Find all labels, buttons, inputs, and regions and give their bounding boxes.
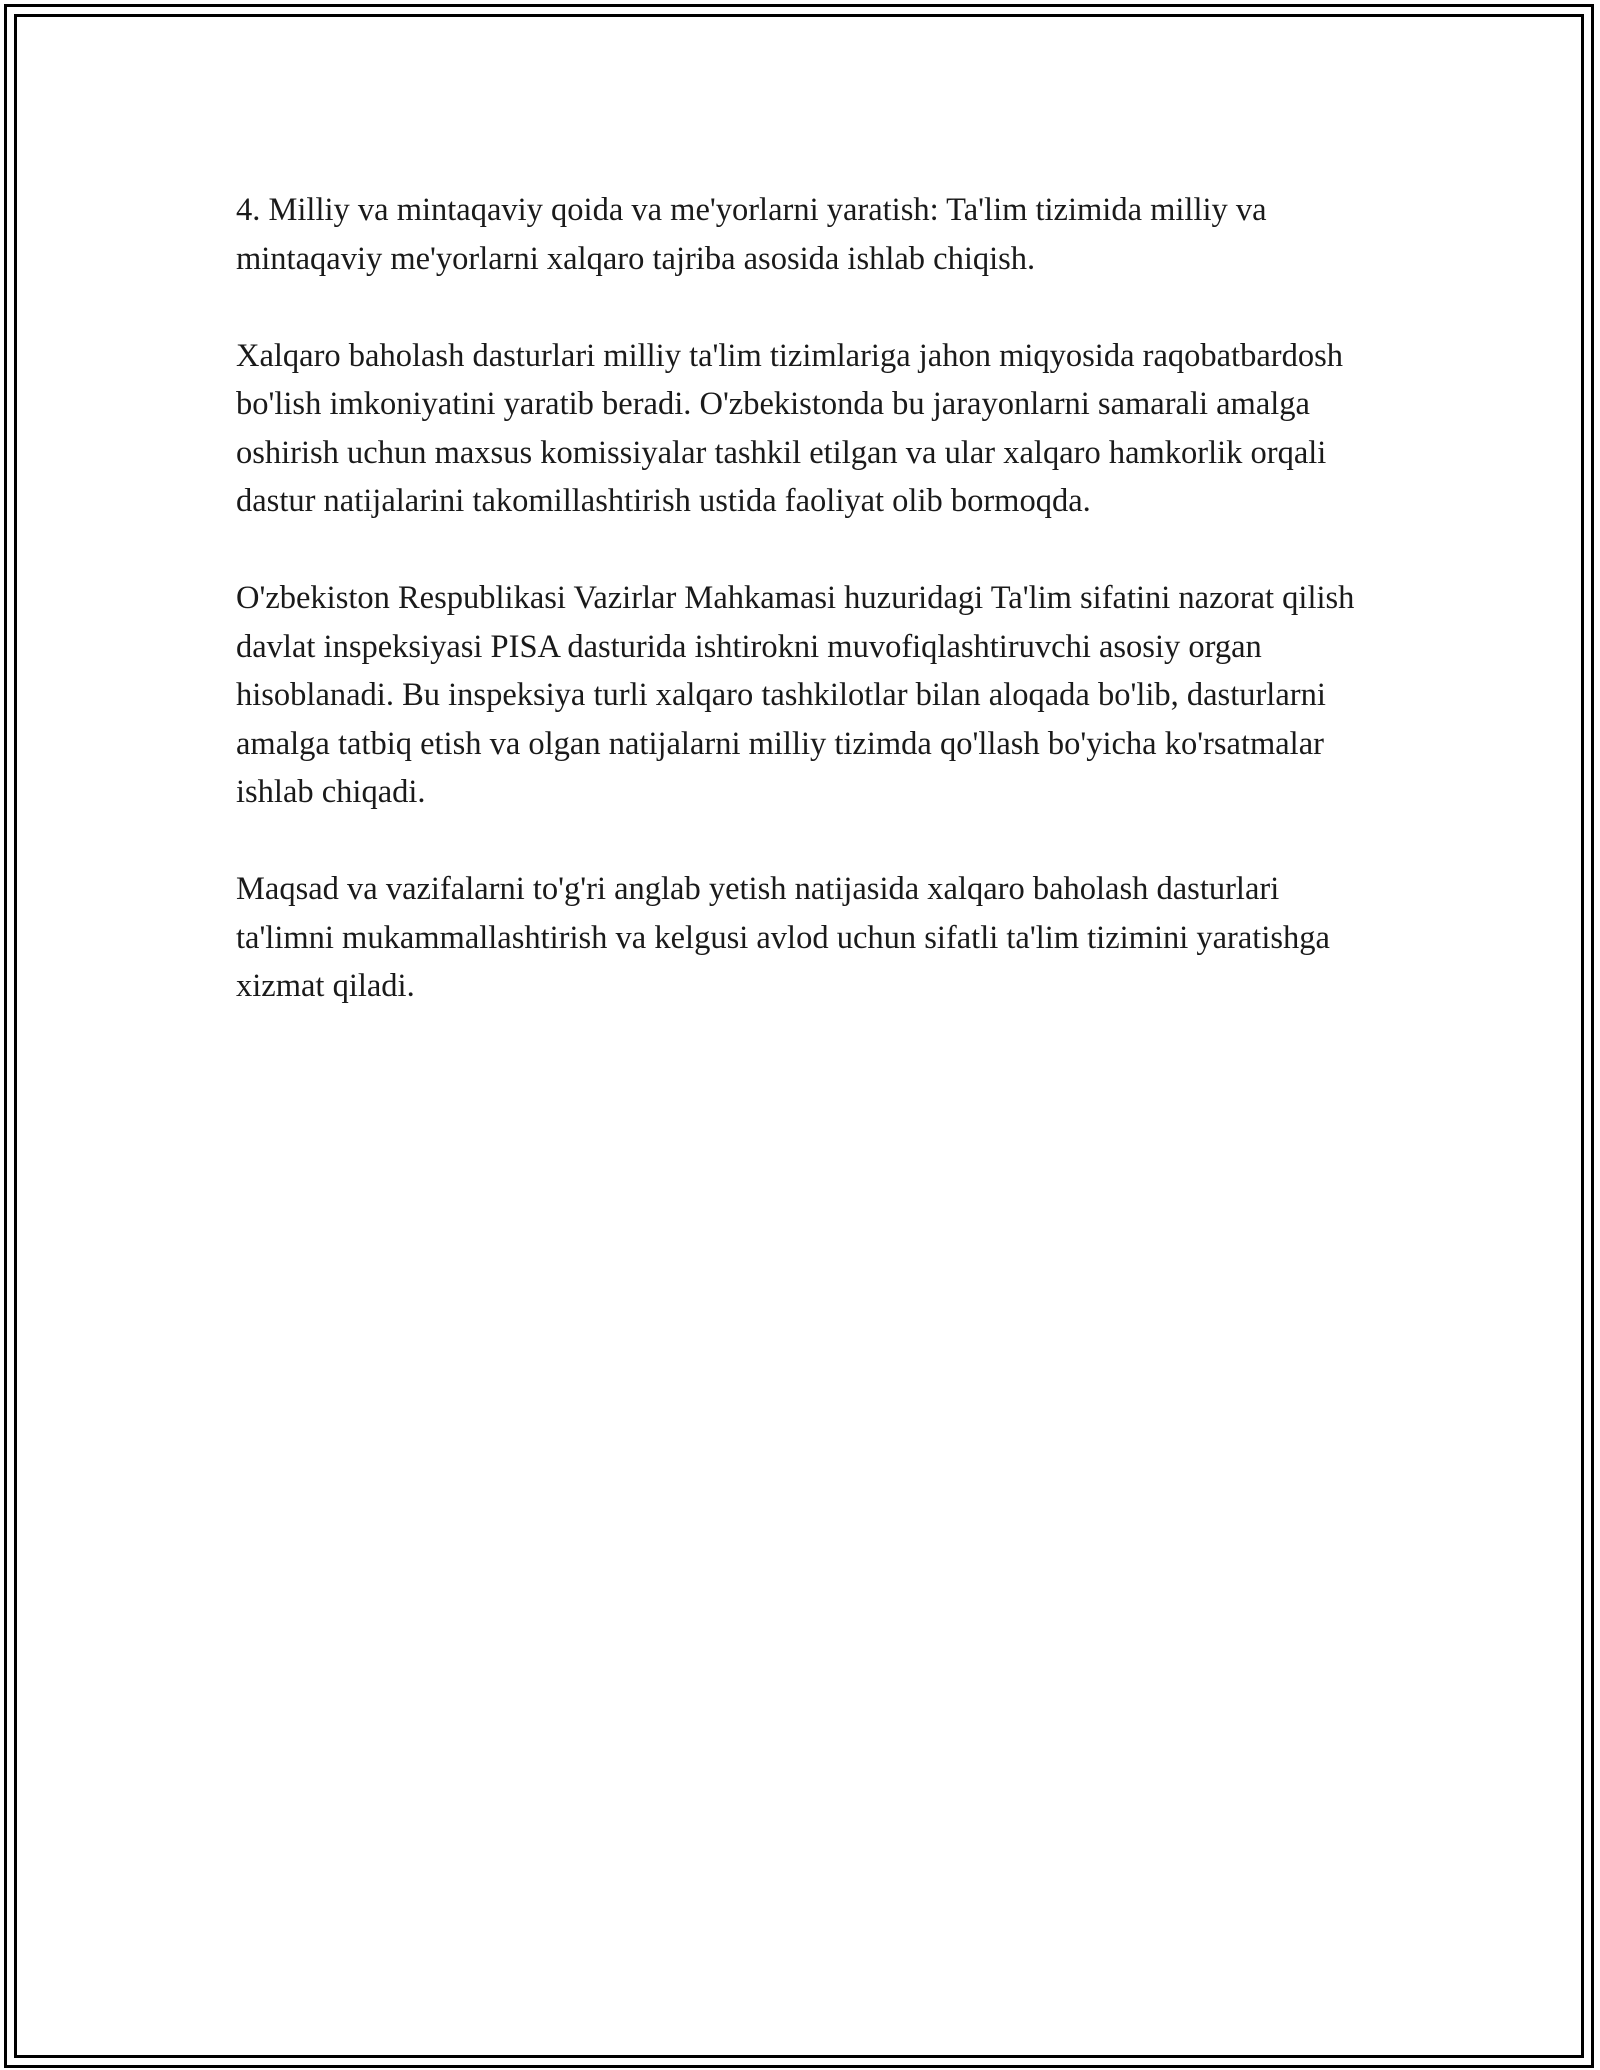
paragraph-national-standards: 4. Milliy va mintaqaviy qoida va me'yorlarni yaratish: Ta'lim tizimida milliy va mintaqaviy me'yorlarni xalqaro tajriba asosida ishlab chiqish. — [236, 192, 1267, 277]
paragraph-conclusion: Maqsad va vazifalarni to'g'ri anglab yetish natijasida xalqaro baholash dasturlari ta'limni mukammallashtirish va kelgusi avlod uchun sifatli ta'lim tizimini yaratishga xizmat qiladi. — [236, 871, 1330, 1004]
paragraph-inspection-pisa: O'zbekiston Respublikasi Vazirlar Mahkamasi huzuridagi Ta'lim sifatini nazorat qilish davlat inspeksiyasi PISA dasturida ishtirokni muvofiqlashtiruvchi asosiy organ hisoblanadi. Bu inspeksiya turli xalqaro tashkilotlar bilan aloqada bo'lib, dasturlarni amalga tatbiq etish va olgan natijalarni milliy tizimda qo'llash bo'yicha ko'rsatmalar ishlab chiqadi. — [236, 580, 1355, 810]
paragraph-international-assessment: Xalqaro baholash dasturlari milliy ta'lim tizimlariga jahon miqyosida raqobatbardosh bo'lish imkoniyatini yaratib beradi. O'zbekistonda bu jarayonlarni samarali amalga oshirish uchun maxsus komissiyalar tashkil etilgan va ular xalqaro hamkorlik orqali dastur natijalarini takomillashtirish ustida faoliyat olib bormoqda. — [236, 337, 1343, 519]
document-body — [236, 186, 1376, 1059]
